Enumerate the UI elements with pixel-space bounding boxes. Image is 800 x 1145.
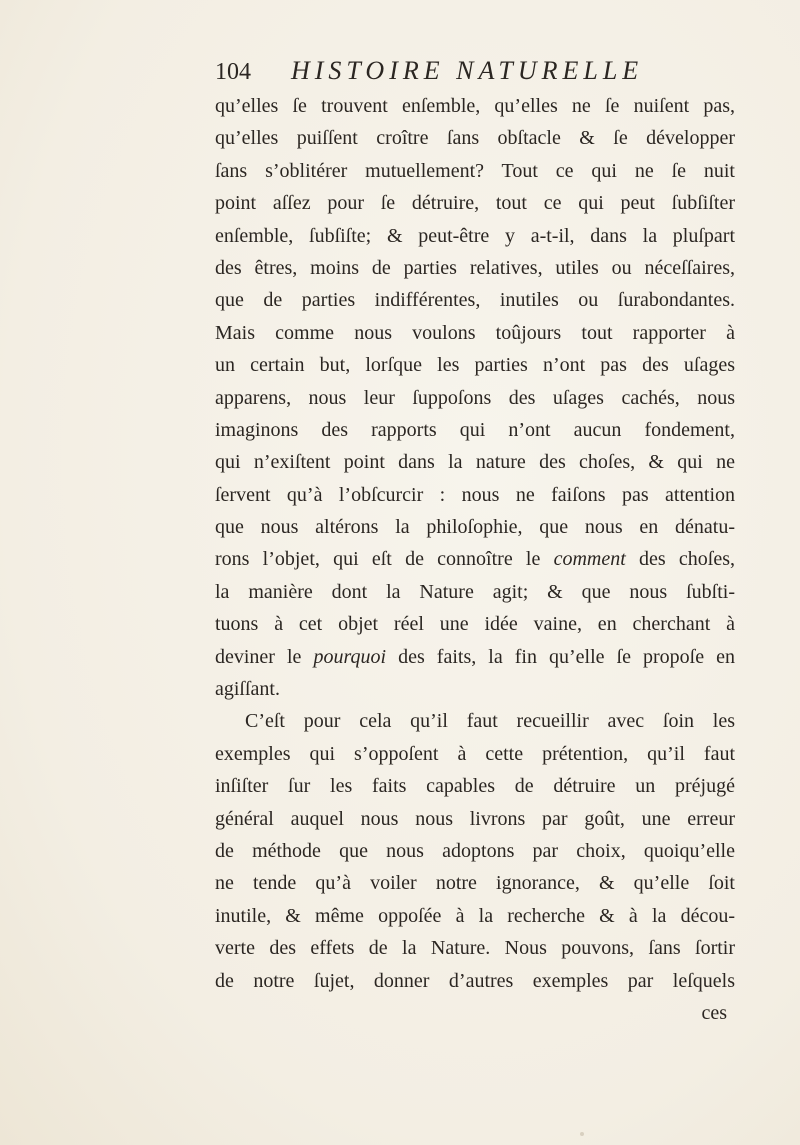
text-line: point aſſez pour ſe détruire, tout ce qui peut ſubſiſter xyxy=(215,192,735,215)
paper-speck xyxy=(580,1132,584,1136)
text-line: qu’elles ſe trouvent enſemble, qu’elles ne ſe nuiſent pas, xyxy=(215,95,735,117)
text-line: qu’elles puiſſent croître ſans obſtacle & ſe développer xyxy=(215,127,735,150)
text-line: inutile, & même oppoſée à la recherche & à la décou- xyxy=(215,904,735,927)
text-line: rons l’objet, qui eſt de connoître le comment des choſes, xyxy=(215,548,735,571)
text-line: apparens, nous leur ſuppoſons des uſages cachés, nous xyxy=(215,386,735,409)
text-line: que nous altérons la philoſophie, que nous en dénatu- xyxy=(215,516,735,539)
text-line: agiſſant. xyxy=(215,678,280,701)
text-line: tuons à cet objet réel une idée vaine, en cherchant à xyxy=(215,613,735,636)
text-line: inſiſter ſur les faits capables de détruire un préjugé xyxy=(215,775,735,798)
text-line: que de parties indifférentes, inutiles ou ſurabondantes. xyxy=(215,289,735,312)
text-line: deviner le pourquoi des faits, la fin qu’elle ſe propoſe en xyxy=(215,645,735,668)
text-line: ſervent qu’à l’obſcurcir : nous ne faiſons pas attention xyxy=(215,483,735,506)
text-line: la manière dont la Nature agit; & que nous ſubſti- xyxy=(215,580,735,603)
text-line: des êtres, moins de parties relatives, utiles ou néceſſaires, xyxy=(215,256,735,279)
text-line: qui n’exiſtent point dans la nature des choſes, & qui ne xyxy=(215,451,735,474)
text-line: Mais comme nous voulons toûjours tout rapporter à xyxy=(215,321,735,344)
text-line: général auquel nous nous livrons par goût, une erreur xyxy=(215,807,735,830)
text-line: de notre ſujet, donner d’autres exemples par leſquels xyxy=(215,969,735,992)
body-text xyxy=(215,90,735,1029)
running-title: HISTOIRE NATURELLE xyxy=(291,56,644,85)
text-line: un certain but, lorſque les parties n’ont pas des uſages xyxy=(215,354,735,377)
text-line: verte des effets de la Nature. Nous pouvons, ſans ſortir xyxy=(215,937,735,960)
page-header xyxy=(215,56,735,90)
text-line: C’eſt pour cela qu’il faut recueillir avec ſoin les xyxy=(245,710,735,733)
text-line: ſans s’oblitérer mutuellement? Tout ce qui ne ſe nuit xyxy=(215,159,735,182)
page-number: 104 xyxy=(215,59,251,85)
text-line: imaginons des rapports qui n’ont aucun fondement, xyxy=(215,418,735,441)
text-line: ne tende qu’à voiler notre ignorance, & qu’elle ſoit xyxy=(215,872,735,895)
text-line: exemples qui s’oppoſent à cette prétention, qu’il faut xyxy=(215,742,735,765)
text-line: de méthode que nous adoptons par choix, quoiqu’elle xyxy=(215,839,735,862)
catchword: ces xyxy=(701,1001,727,1024)
text-line: enſemble, ſubſiſte; & peut-être y a-t-il, dans la pluſpart xyxy=(215,224,735,247)
